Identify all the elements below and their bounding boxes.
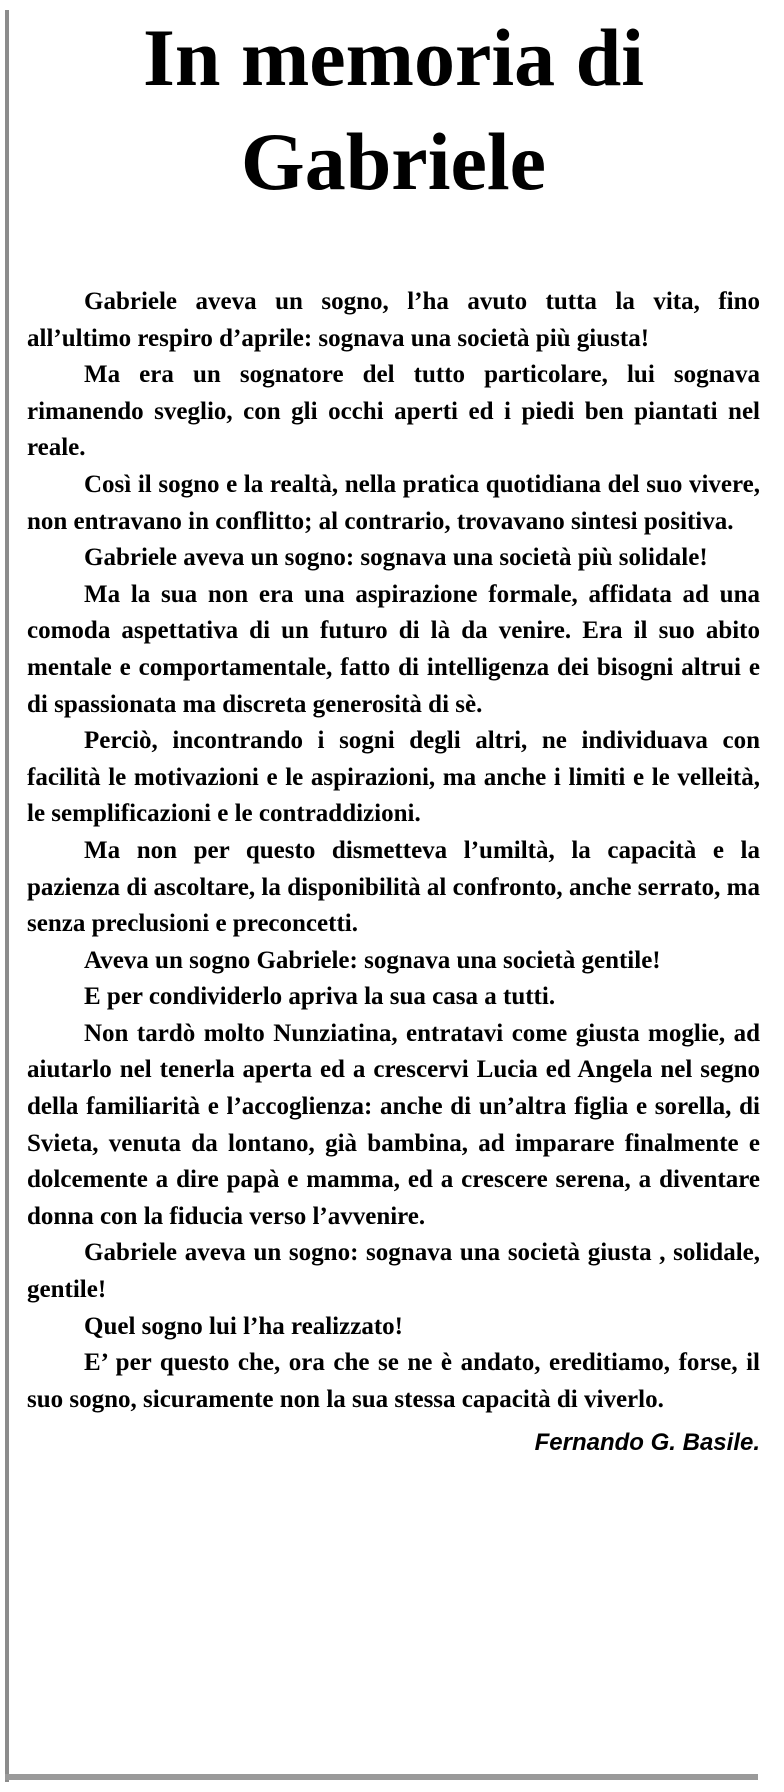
left-border-rule bbox=[5, 10, 9, 1782]
paragraph-11: Gabriele aveva un sogno: sognava una società giusta , solidale, gentile! bbox=[27, 1239, 760, 1304]
paragraph-5: Ma la sua non era una aspirazione formale, affidata ad una comoda aspettativa di un futuro di là da venire. Era il suo abito mentale e comportamentale, fatto di intelligenza dei bisogni altrui e di spassionata ma discreta generosità di sè. bbox=[27, 580, 760, 718]
paragraph-6: Perciò, incontrando i sogni degli altri, ne individuava con facilità le motivazioni e le aspirazioni, ma anche i limiti e le velleità, le semplificazioni e le contraddizioni. bbox=[27, 727, 760, 828]
paragraph-7: Ma non per questo dismetteva l’umiltà, la capacità e la pazienza di ascoltare, la disponibilità al confronto, anche serrato, ma senza preclusioni e preconcetti. bbox=[27, 836, 760, 938]
paragraph-10: Non tardò molto Nunziatina, entratavi come giusta moglie, ad aiutarlo nel tenerla aperta ed a crescervi Lucia ed Angela nel segno della familiarità e l’accoglienza: anche di un’altra figlia e sorella, di Svieta, venuta da lontano, già bambina, ad imparare finalmente e dolcemente a dire papà e mamma, ed a crescere serena, a diventare donna con la fiducia verso l’avvenire. bbox=[27, 1019, 760, 1230]
paragraph-8: Aveva un sogno Gabriele: sognava una società gentile! bbox=[84, 946, 661, 974]
paragraph-13: E’ per questo che, ora che se ne è andato, ereditiamo, forse, il suo sogno, sicuramente non la sua stessa capacità di viverlo. bbox=[27, 1349, 760, 1413]
bottom-border-rule bbox=[5, 1774, 758, 1780]
paragraph-12: Quel sogno lui l’ha realizzato! bbox=[84, 1312, 403, 1340]
paragraph-3: Così il sogno e la realtà, nella pratica quotidiana del suo vivere, non entravano in conflitto; al contrario, trovavano sintesi positiva. bbox=[27, 470, 760, 535]
paragraph-9: E per condividerlo apriva la sua casa a tutti. bbox=[84, 983, 556, 1011]
article-title: In memoria di Gabriele bbox=[142, 12, 645, 207]
article-body bbox=[27, 284, 760, 1418]
paragraph-2: Ma era un sognatore del tutto particolare, lui sognava rimanendo sveglio, con gli occhi aperti ed i piedi ben piantati nel reale. bbox=[27, 361, 760, 462]
article bbox=[27, 0, 760, 1460]
paragraph-4: Gabriele aveva un sogno: sognava una società più solidale! bbox=[84, 544, 708, 572]
paragraph-1: Gabriele aveva un sogno, l’ha avuto tutta la vita, fino all’ultimo respiro d’aprile: sognava una società più giusta! bbox=[27, 288, 760, 352]
author-signature: Fernando G. Basile. bbox=[534, 1429, 760, 1457]
